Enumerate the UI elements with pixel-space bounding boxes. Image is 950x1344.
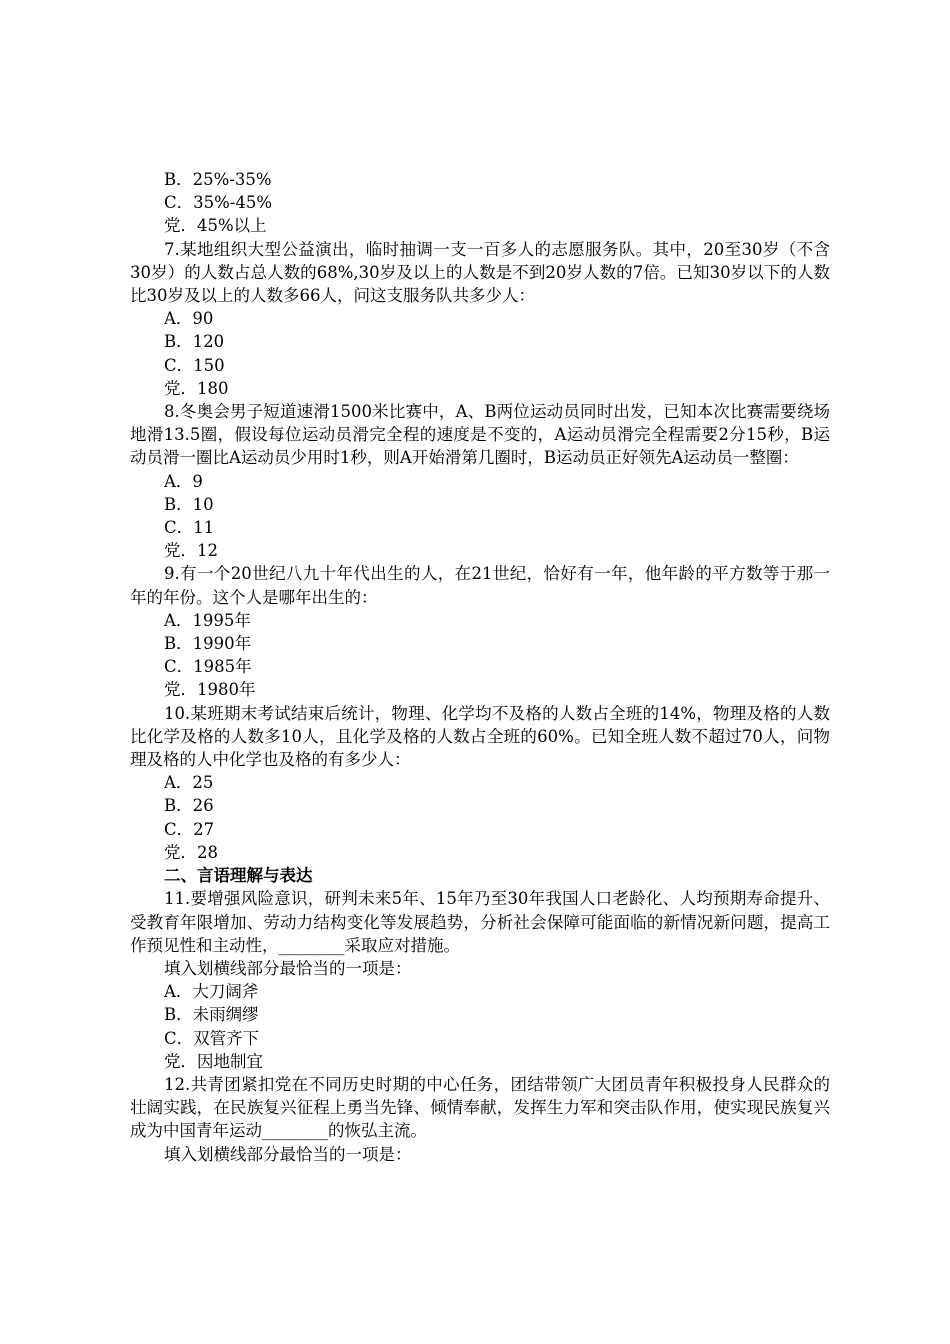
option: 党．45%以上 <box>164 216 267 236</box>
option: B．25%-35% <box>164 170 272 189</box>
option: 党．因地制宜 <box>164 1051 263 1071</box>
option: 党．1980年 <box>164 680 256 700</box>
option: B．10 <box>164 494 214 514</box>
option: 党．12 <box>164 541 218 561</box>
question-stem-7: 7.某地组织大型公益演出，临时抽调一支一百多人的志愿服务队。其中，20至30岁（不含30岁）的人数占总人数的68%,30岁及以上的人数是不到20岁人数的7倍。已知30岁以下的人数比30岁及以上的人数多66人，问这支服务队共多少人： <box>130 239 830 306</box>
option: B．1990年 <box>164 634 252 654</box>
question-stem-9: 9.有一个20世纪八九十年代出生的人，在21世纪，恰好有一年，他年龄的平方数等于那一年的年份。这个人是哪年出生的： <box>130 564 830 607</box>
option: A．90 <box>164 309 214 329</box>
option: C．1985年 <box>164 657 252 677</box>
option: C．150 <box>164 355 225 375</box>
question-stem-8: 8.冬奥会男子短道速滑1500米比赛中，A、B两位运动员同时出发，已知本次比赛需要绕场地滑13.5圈，假设每位运动员滑完全程的速度是不变的，A运动员滑完全程需要2分15秒，B运动员滑一圈比A运动员少用时1秒，则A开始滑第几圈时，B运动员正好领先A运动员一整圈： <box>130 402 830 468</box>
option: A．大刀阔斧 <box>164 982 259 1002</box>
option: C．27 <box>164 819 215 839</box>
option: 党．180 <box>164 378 229 398</box>
option: C．11 <box>164 518 215 538</box>
question-stem-12: 12.共青团紧扣党在不同历史时期的中心任务，团结带领广大团员青年积极投身人民群众的壮阔实践，在民族复兴征程上勇当先锋、倾情奉献，发挥生力军和突击队作用，使实现民族复兴成为中国青年运动________的恢弘主流。 <box>130 1074 830 1141</box>
option: C．35%-45% <box>164 193 273 213</box>
question-stem-11: 11.要增强风险意识，研判未来5年、15年乃至30年我国人口老龄化、人均预期寿命提升、受教育年限增加、劳动力结构变化等发展趋势，分析社会保障可能面临的新情况新问题，提高工作预见性和主动性，________采取应对措施。 <box>130 889 830 955</box>
document-page <box>130 168 830 1166</box>
question-stem-10: 10.某班期末考试结束后统计，物理、化学均不及格的人数占全班的14%，物理及格的人数比化学及格的人数多10人，且化学及格的人数占全班的60%。已知全班人数不超过70人，问物理及格的人中化学也及格的有多少人： <box>130 703 830 770</box>
section-heading: 二、言语理解与表达 <box>164 866 313 886</box>
option: A．1995年 <box>164 610 251 630</box>
option: 党．28 <box>164 842 218 862</box>
option: C．双管齐下 <box>164 1028 260 1048</box>
question-prompt: 填入划横线部分最恰当的一项是： <box>164 1144 412 1164</box>
option: A．25 <box>164 773 214 793</box>
option: B．未雨绸缪 <box>164 1005 259 1025</box>
option: B．120 <box>164 332 225 352</box>
question-prompt: 填入划横线部分最恰当的一项是： <box>164 958 412 978</box>
option: A．9 <box>164 471 203 491</box>
option: B．26 <box>164 796 214 816</box>
